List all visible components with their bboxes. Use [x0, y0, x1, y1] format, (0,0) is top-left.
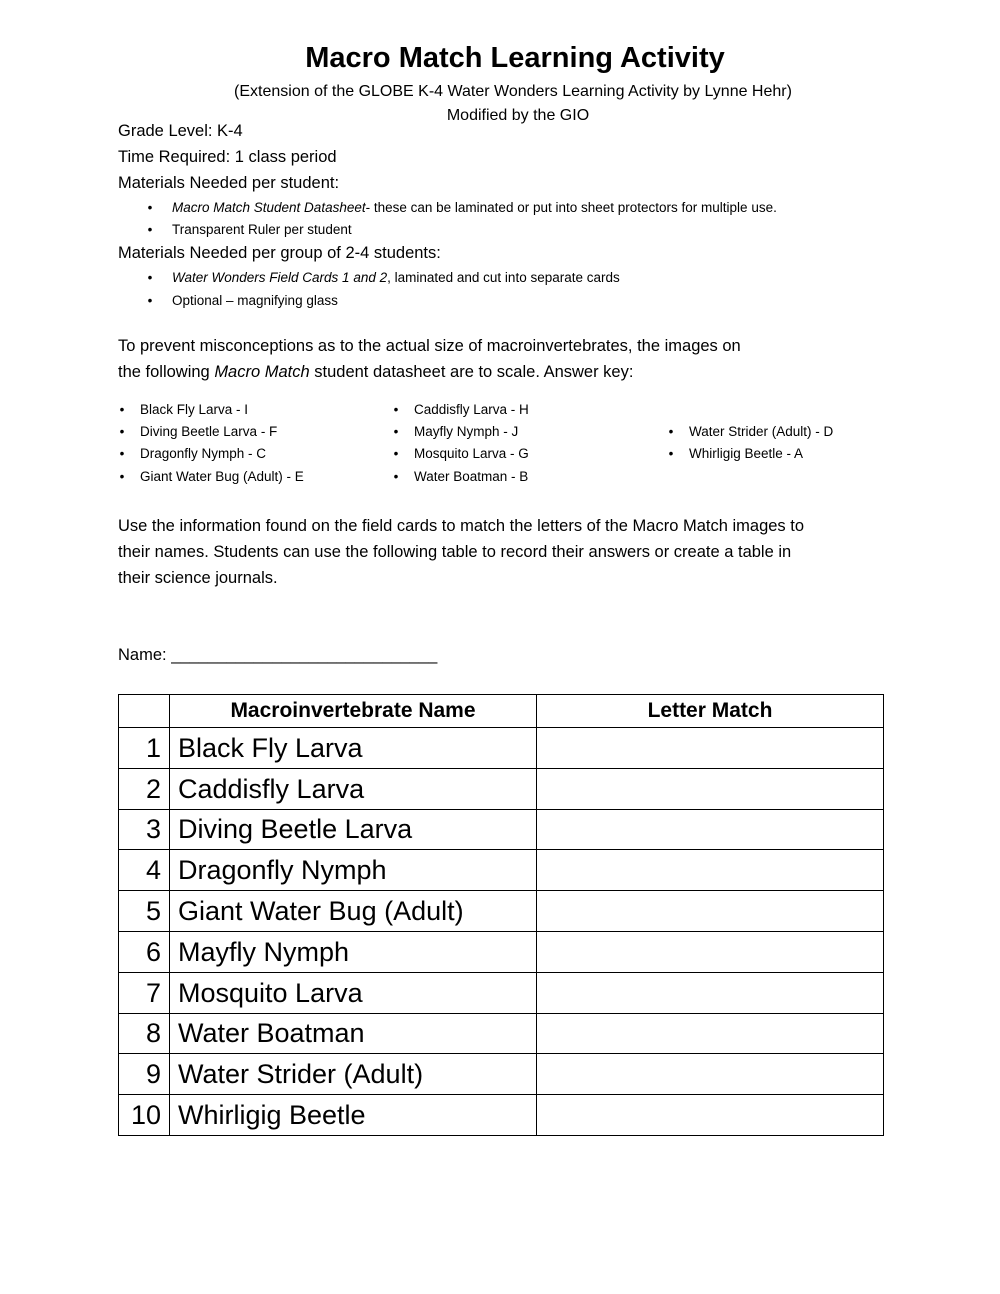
table-header-row — [119, 695, 884, 728]
bullet-icon: • — [119, 446, 125, 461]
letter-match-cell[interactable] — [537, 850, 884, 891]
item-text: Optional – magnifying glass — [172, 293, 338, 308]
answer-key-item: • Dragonfly Nymph - C — [119, 446, 267, 461]
row-name: Water Strider (Adult) — [170, 1054, 537, 1095]
row-name: Whirligig Beetle — [170, 1095, 537, 1136]
bullet-icon: • — [147, 222, 153, 237]
bullet-icon: • — [119, 424, 125, 439]
name-label: Name: — [118, 646, 172, 664]
bullet-icon: • — [147, 270, 153, 285]
answer-key-item: • Mayfly Nymph - J — [393, 424, 519, 439]
row-name: Diving Beetle Larva — [170, 809, 537, 850]
letter-match-cell[interactable] — [537, 768, 884, 809]
table-row — [119, 850, 884, 891]
list-item — [143, 199, 903, 217]
answer-key-item: • Water Strider (Adult) - D — [668, 424, 834, 439]
bullet-icon: • — [147, 200, 153, 215]
header-number — [119, 695, 170, 728]
instructions-line: their science journals. — [118, 569, 278, 587]
row-number: 5 — [119, 891, 170, 932]
table-row — [119, 809, 884, 850]
answer-key-item: • Mosquito Larva - G — [393, 446, 529, 461]
header-letter: Letter Match — [537, 695, 884, 728]
answer-key-item: • Water Boatman - B — [393, 469, 529, 484]
grade-level: Grade Level: K-4 — [118, 122, 243, 140]
list-item — [143, 221, 903, 239]
page-title: Macro Match Learning Activity — [305, 42, 725, 74]
instructions-line: Use the information found on the field cards to match the letters of the Macro Match images to — [118, 517, 805, 535]
letter-match-cell[interactable] — [537, 931, 884, 972]
bullet-icon: • — [393, 469, 399, 484]
materials-group-heading: Materials Needed per group of 2-4 students: — [118, 244, 441, 262]
modified-by-note: Modified by the GIO — [446, 107, 590, 124]
page-subtitle: (Extension of the GLOBE K-4 Water Wonders Learning Activity by Lynne Hehr) — [234, 83, 792, 100]
list-item — [143, 269, 903, 287]
table-row — [119, 891, 884, 932]
table-row — [119, 1095, 884, 1136]
row-number: 2 — [119, 768, 170, 809]
answer-key-item: • Black Fly Larva - I — [119, 402, 249, 417]
bullet-icon: • — [668, 446, 674, 461]
item-text: , laminated and cut into separate cards — [387, 270, 620, 285]
answer-key-item: • Caddisfly Larva - H — [393, 402, 529, 417]
row-name: Dragonfly Nymph — [170, 850, 537, 891]
item-italic-text: Macro Match Student Datasheet — [172, 200, 366, 215]
answer-key-item: • Whirligig Beetle - A — [668, 446, 804, 461]
table-row — [119, 1054, 884, 1095]
bullet-icon: • — [393, 424, 399, 439]
table-row — [119, 728, 884, 769]
row-number: 7 — [119, 972, 170, 1013]
intro-line: To prevent misconceptions as to the actual size of macroinvertebrates, the images on — [118, 337, 741, 355]
table-row — [119, 768, 884, 809]
name-field[interactable] — [118, 642, 437, 668]
table-row — [119, 1013, 884, 1054]
answer-key-item: • Giant Water Bug (Adult) - E — [119, 469, 304, 484]
row-name: Water Boatman — [170, 1013, 537, 1054]
letter-match-cell[interactable] — [537, 972, 884, 1013]
bullet-icon: • — [119, 402, 125, 417]
row-name: Mayfly Nymph — [170, 931, 537, 972]
name-blank-line[interactable]: _____________________________ — [171, 646, 438, 664]
answer-table — [118, 694, 884, 1136]
list-item — [143, 292, 903, 310]
bullet-icon: • — [119, 469, 125, 484]
letter-match-cell[interactable] — [537, 1095, 884, 1136]
row-name: Mosquito Larva — [170, 972, 537, 1013]
row-name: Giant Water Bug (Adult) — [170, 891, 537, 932]
letter-match-cell[interactable] — [537, 728, 884, 769]
row-name: Black Fly Larva — [170, 728, 537, 769]
row-number: 8 — [119, 1013, 170, 1054]
row-number: 6 — [119, 931, 170, 972]
row-name: Caddisfly Larva — [170, 768, 537, 809]
item-text: Transparent Ruler per student — [172, 222, 352, 237]
letter-match-cell[interactable] — [537, 891, 884, 932]
bullet-icon: • — [147, 293, 153, 308]
row-number: 3 — [119, 809, 170, 850]
materials-student-heading: Materials Needed per student: — [118, 174, 340, 192]
table-row — [119, 972, 884, 1013]
item-italic-text: Water Wonders Field Cards 1 and 2 — [172, 270, 388, 285]
bullet-icon: • — [393, 402, 399, 417]
letter-match-cell[interactable] — [537, 1054, 884, 1095]
instructions-line: their names. Students can use the following table to record their answers or create a table in — [118, 543, 792, 561]
answer-key-item: • Diving Beetle Larva - F — [119, 424, 278, 439]
letter-match-cell[interactable] — [537, 809, 884, 850]
row-number: 9 — [119, 1054, 170, 1095]
intro-line: the following Macro Match student datasheet are to scale. Answer key: — [118, 363, 634, 381]
time-required: Time Required: 1 class period — [118, 148, 337, 166]
row-number: 4 — [119, 850, 170, 891]
row-number: 10 — [119, 1095, 170, 1136]
bullet-icon: • — [393, 446, 399, 461]
item-text: - these can be laminated or put into sheet protectors for multiple use. — [365, 200, 777, 215]
row-number: 1 — [119, 728, 170, 769]
letter-match-cell[interactable] — [537, 1013, 884, 1054]
bullet-icon: • — [668, 424, 674, 439]
table-row — [119, 931, 884, 972]
header-name: Macroinvertebrate Name — [170, 695, 537, 728]
